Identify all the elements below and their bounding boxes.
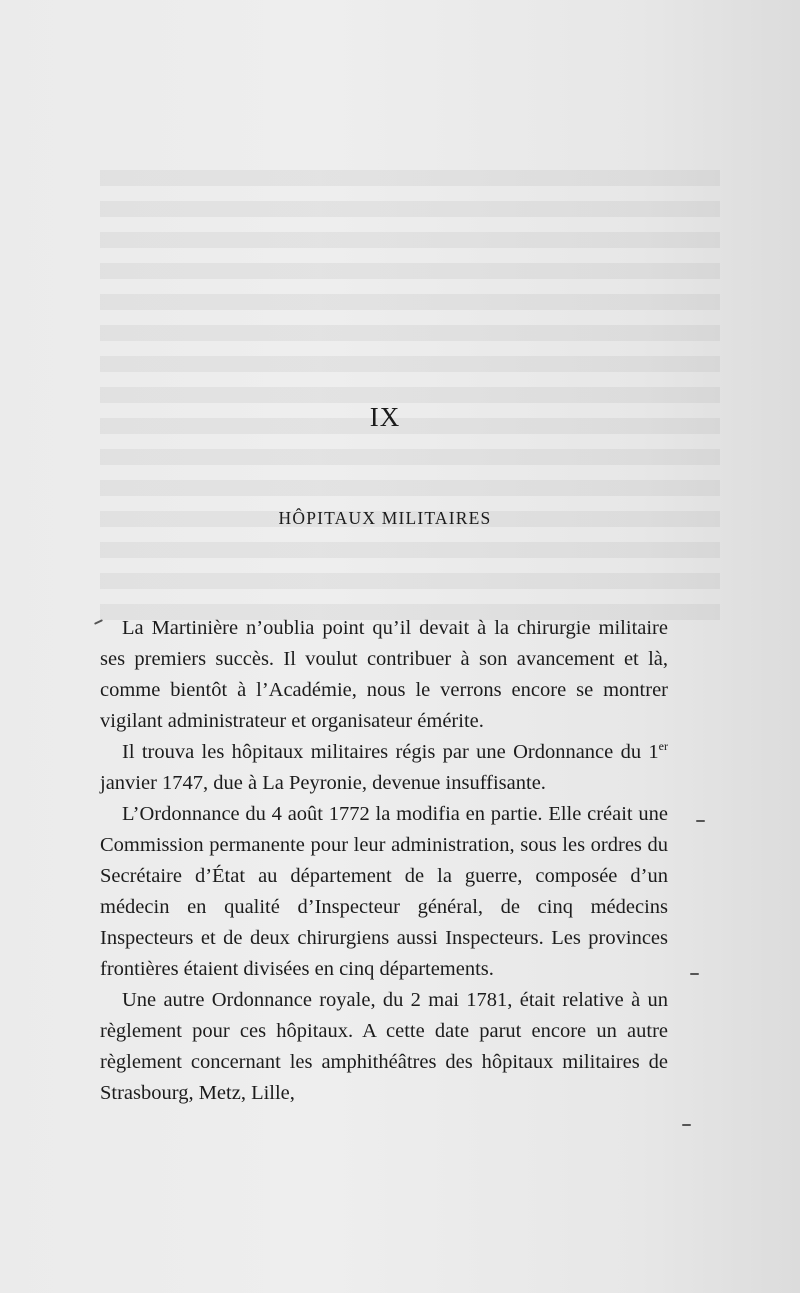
body-text (100, 613, 668, 1109)
superscript: er (658, 739, 668, 754)
paragraph: La Martinière n’oublia point qu’il devait à la chirurgie militaire ses premiers succès. Il voulut contribuer à son avancement et là, comme bientôt à l’Académie, nous le verrons encore se montrer vigilant administrateur et organisateur émérite. (100, 617, 668, 732)
margin-mark (696, 820, 705, 822)
paragraph: Une autre Ordonnance royale, du 2 mai 1781, était relative à un règlement pour ces hôpitaux. A cette date parut encore un autre règlement concernant les amphithéâtres des hôpitaux militaires de Strasbourg, Metz, Lille, (100, 989, 668, 1104)
chapter-title: HÔPITAUX MILITAIRES (278, 508, 492, 528)
paragraph: L’Ordonnance du 4 août 1772 la modifia en partie. Elle créait une Commission permanente pour leur administration, sous les ordres du Secrétaire d’État au département de la guerre, composée d’un médecin en qualité d’Inspecteur général, de cinq médecins Inspecteurs et de deux chirurgiens aussi Inspecteurs. Les provinces frontières étaient divisées en cinq départements. (100, 803, 668, 980)
margin-mark (690, 973, 699, 975)
show-through-texture (100, 170, 720, 630)
margin-mark (682, 1124, 691, 1126)
paragraph (100, 737, 668, 799)
paragraph-text: Il trouva les hôpitaux militaires régis par une Ordonnance du 1 (122, 741, 659, 763)
paragraph-text: janvier 1747, due à La Peyronie, devenue insuffisante. (100, 772, 546, 794)
chapter-number: IX (369, 402, 401, 432)
